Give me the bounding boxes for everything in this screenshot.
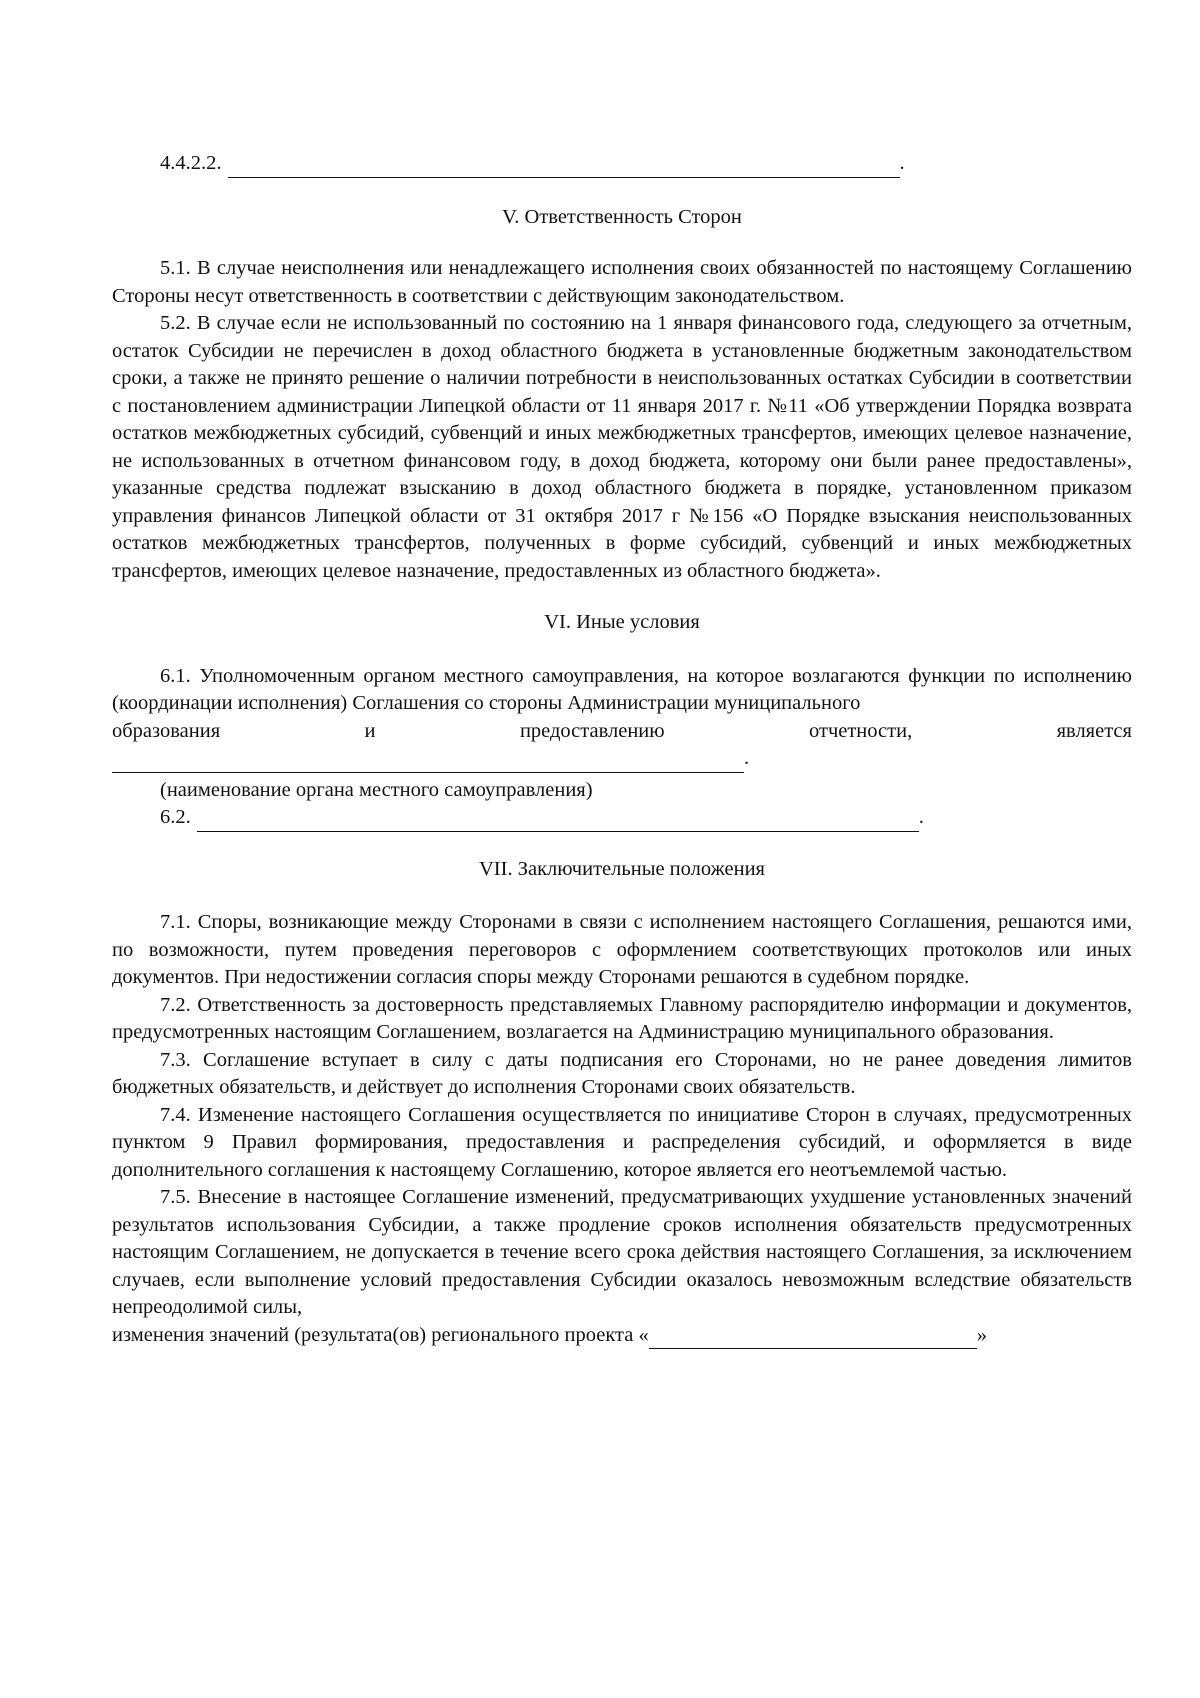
item-6-2 [112, 804, 1132, 832]
authority-blank-line [112, 745, 1132, 773]
paragraph-7-2: 7.2. Ответственность за достоверность представляемых Главному распорядителю информации и документов, предусмотренных настоящим Соглашением, возлагается на Администрацию муниципального образования. [112, 993, 1132, 1043]
paragraph-7-5-close-quote: » [976, 1323, 987, 1346]
section-6-heading: VI. Иные условия [544, 611, 700, 633]
paragraph-7-5: 7.5. Внесение в настоящее Соглашение изменений, предусматривающих ухудшение установленных значений результатов использования Субсидии, а также продление сроков исполнения обязательств предусмотренных настоящим Соглашением, не допускается в течение всего срока действия настоящего Соглашения, за исключением случаев, если выполнение условий предоставления Субсидии оказалось невозможным вследствие обязательств непреодолимой силы, [112, 1186, 1132, 1318]
word-4: отчетности, [809, 719, 913, 742]
word-1: образования [112, 719, 221, 742]
item-4-4-2-2-end: . [899, 152, 905, 174]
section-7-heading: VII. Заключительные положения [479, 857, 765, 880]
word-2: и [364, 719, 376, 742]
item-4-4-2-2-label: 4.4.2.2. [160, 152, 222, 174]
section-5-heading: V. Ответственность Сторон [502, 205, 742, 228]
item-4-4-2-2-blank [228, 159, 900, 178]
authority-blank [112, 754, 744, 773]
paragraph-5-2: 5.2. В случае если не использованный по состоянию на 1 января финансового года, следующего за отчетным, остаток Субсидии не перечислен в доход областного бюджета в установленные бюджетным законодательством сроки, а также не принято решение о наличии потребности в неиспользованных остатках Субсидии в соответствии с постановлением администрации Липецкой области от 11 января 2017 г. №11 «Об утверждении Порядка возврата остатков межбюджетных субсидий, субвенций и иных межбюджетных трансфертов, имеющих целевое назначение, не использованных в отчетном финансовом году, в доход бюджета, которому они были ранее предоставлены», указанные средства подлежат взысканию в доход областного бюджета в порядке, установленном приказом управления финансов Липецкой области от 31 октября 2017 г №156 «О Порядке взыскания неиспользованных остатков межбюджетных трансфертов, полученных в форме субсидий, субвенций и иных межбюджетных трансфертов, имеющих целевое назначение, предоставленных из областного бюджета». [112, 312, 1132, 582]
paragraph-7-4: 7.4. Изменение настоящего Соглашения осуществляется по инициативе Сторон в случаях, предусмотренных пунктом 9 Правил формирования, предоставления и распределения субсидий, и оформляется в виде дополнительного соглашения к настоящему Соглашению, которое является его неотъемлемой частью. [112, 1103, 1132, 1181]
paragraph-7-3: 7.3. Соглашение вступает в силу с даты подписания его Сторонами, но не ранее доведения лимитов бюджетных обязательств, и действует до исполнения Сторонами своих обязательств. [112, 1048, 1132, 1098]
word-3: предоставлению [519, 719, 665, 742]
paragraph-7-5-last-text: изменения значений (результата(ов) регионального проекта « [112, 1323, 649, 1346]
document-body [112, 150, 1132, 1349]
paragraph-7-1: 7.1. Споры, возникающие между Сторонами в связи с исполнением настоящего Соглашения, решаются ими, по возможности, путем проведения переговоров с оформлением соответствующих протоколов или иных документов. При недостижении согласия споры между Сторонами решаются в судебном порядке. [112, 911, 1132, 988]
paragraph-5-1: 5.1. В случае неисполнения или ненадлежащего исполнения своих обязанностей по настоящему Соглашению Стороны несут ответственность в соответствии с действующим законодательством. [112, 257, 1132, 307]
paragraph-7-5-last-line [112, 1322, 1132, 1350]
regional-project-blank [649, 1330, 977, 1349]
paragraph-6-1-spread-line [112, 718, 1132, 746]
authority-blank-end: . [744, 747, 750, 769]
paragraph-6-1: 6.1. Уполномоченным органом местного самоуправления, на которое возлагаются функции по исполнению (координации исполнения) Соглашения со стороны Администрации муниципального [112, 664, 1132, 714]
item-6-2-blank [197, 813, 919, 832]
item-6-2-end: . [918, 806, 924, 828]
item-4-4-2-2 [112, 150, 1132, 178]
authority-caption: (наименование органа местного самоуправления) [160, 778, 593, 801]
word-5: является [1056, 719, 1132, 742]
item-6-2-label: 6.2. [160, 806, 191, 828]
